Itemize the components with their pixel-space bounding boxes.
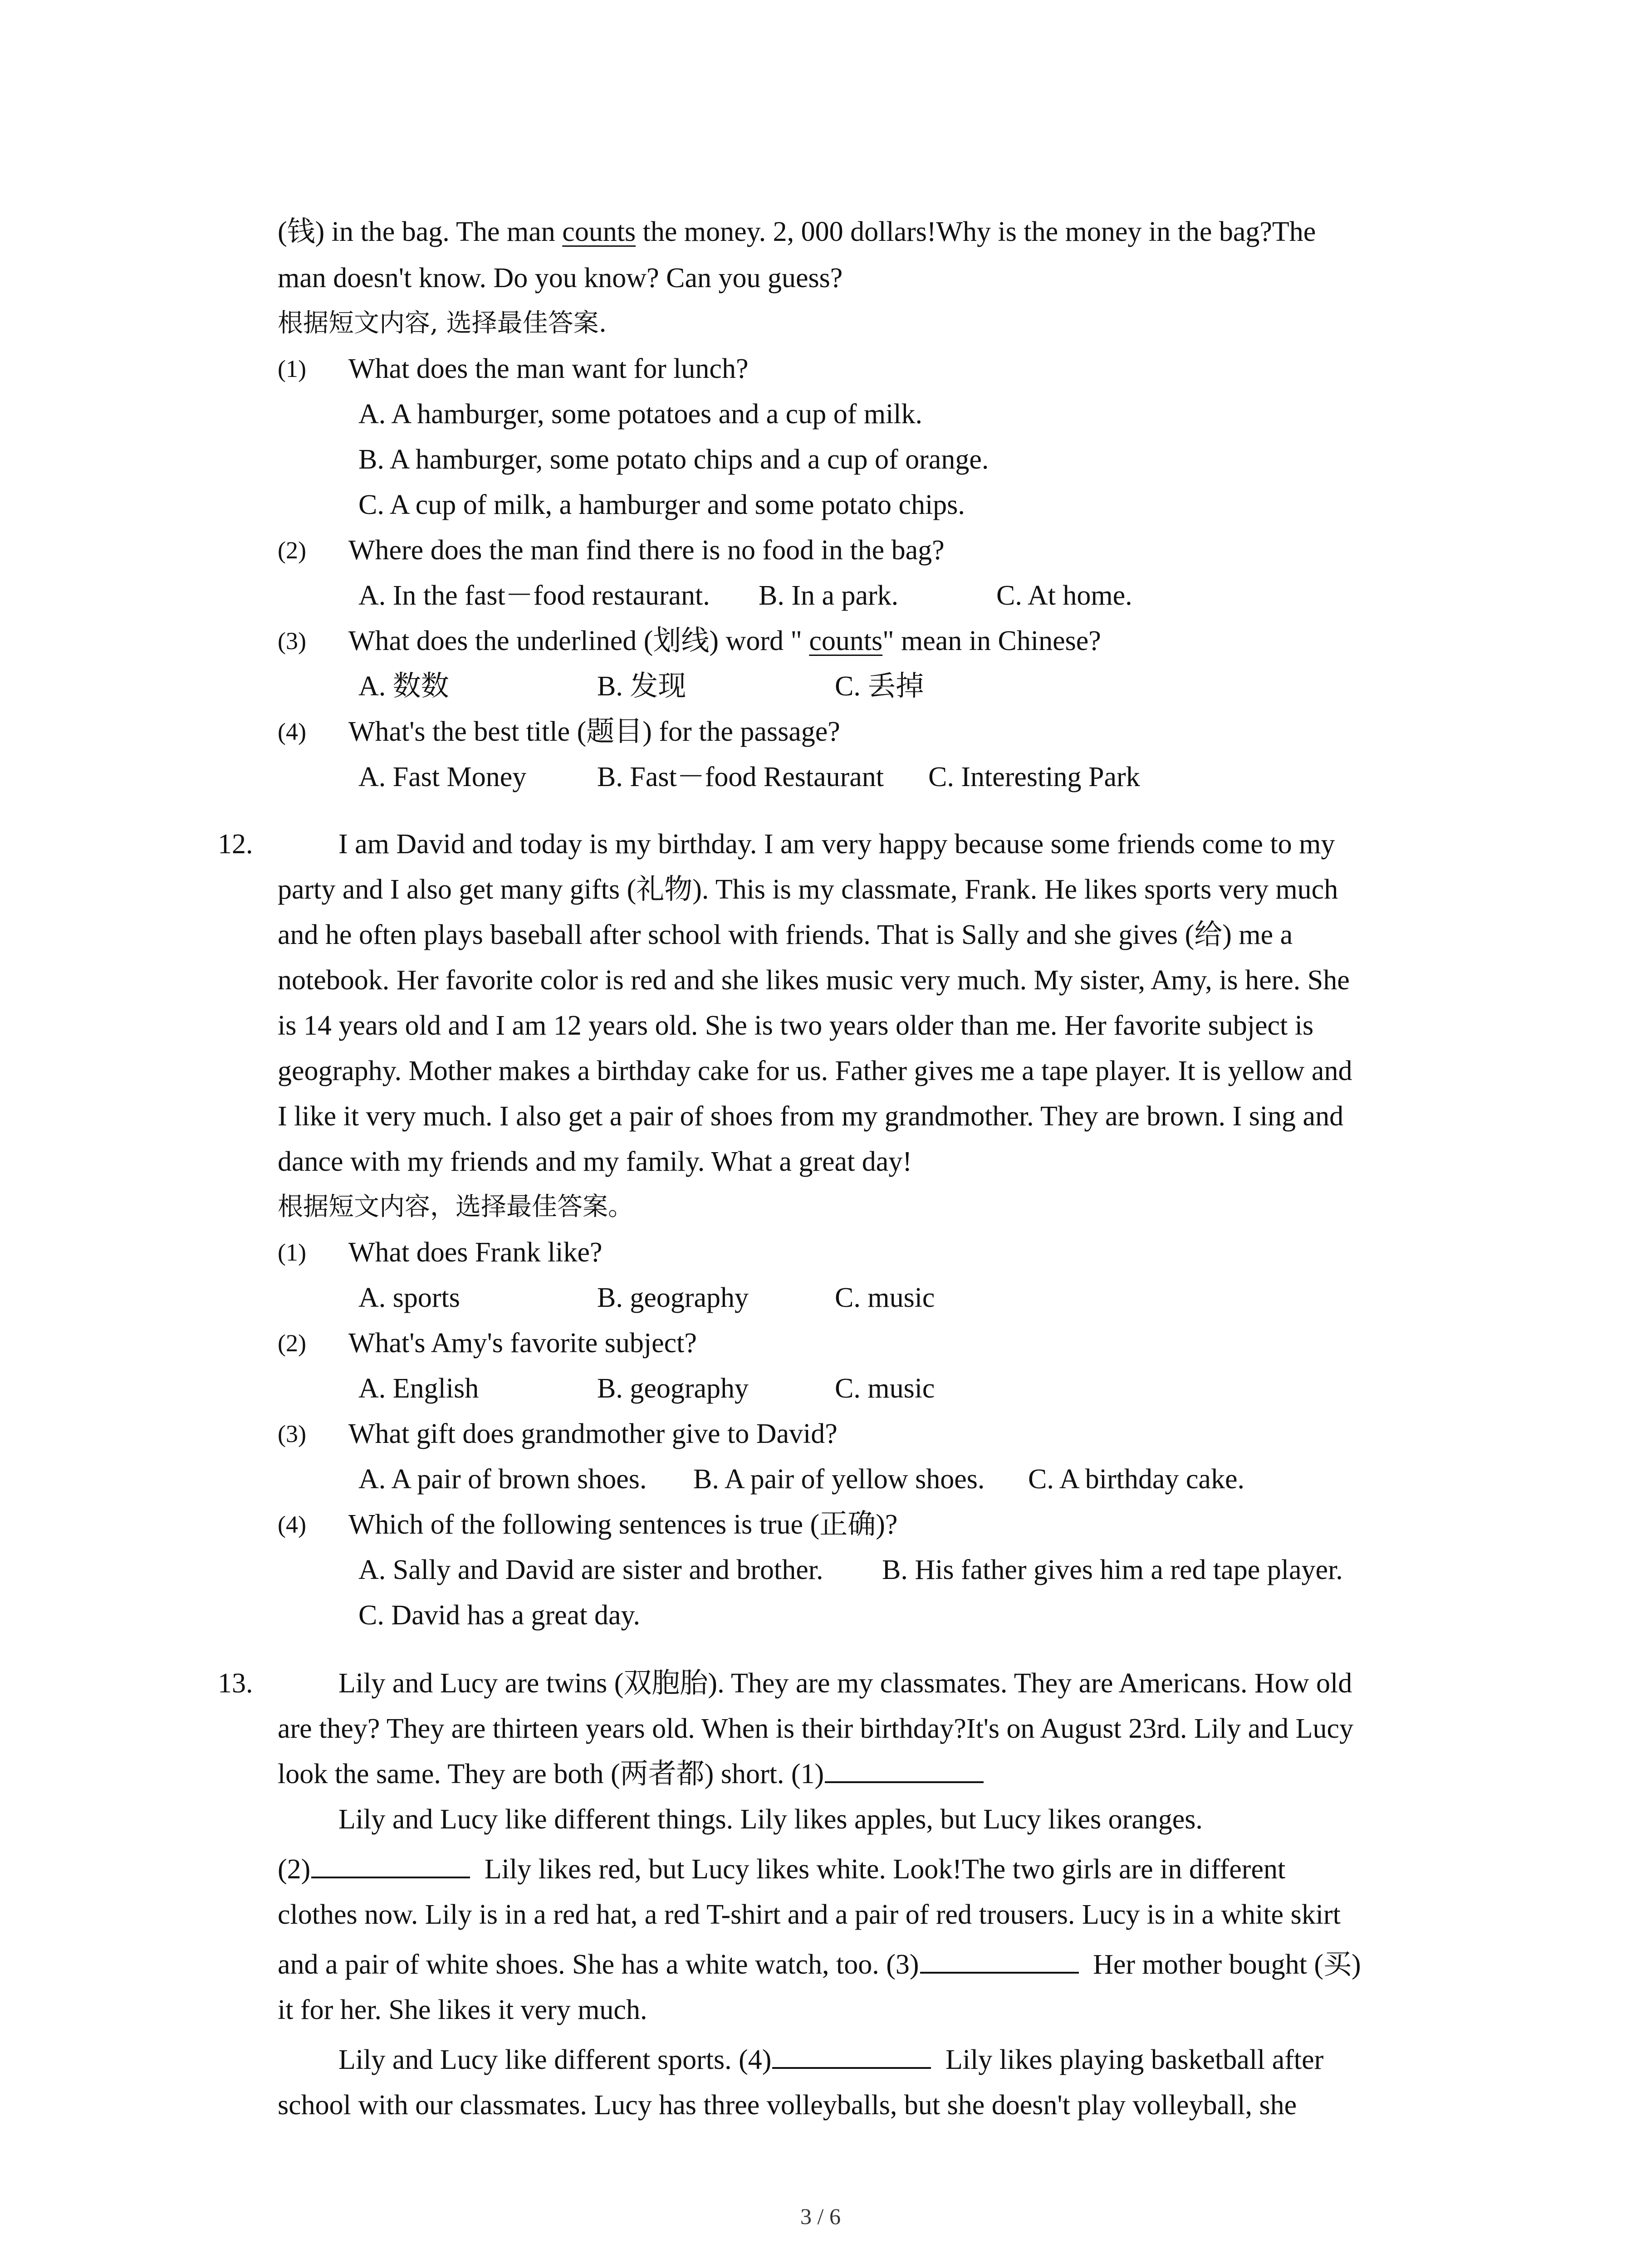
- option: B. In a park.: [759, 580, 899, 611]
- passage-line: school with our classmates. Lucy has three volleyballs, but she doesn't play volleyball, she: [278, 2090, 1297, 2121]
- question-text: Which of the following sentences is true (正确)?: [348, 1509, 898, 1540]
- passage-line: are they? They are thirteen years old. When is their birthday?It's on August 23rd. Lily and Lucy: [278, 1713, 1354, 1744]
- passage-line: (2) Lily likes red, but Lucy likes white. Look!The two girls are in different: [278, 1846, 1285, 1892]
- question-text: What does the underlined (划线) word " counts" mean in Chinese?: [348, 626, 1101, 656]
- passage-line: party and I also get many gifts (礼物). This is my classmate, Frank. He likes sports very much: [278, 874, 1338, 905]
- passage-line: Lily and Lucy like different sports. (4) Lily likes playing basketball after: [338, 2037, 1323, 2083]
- instruction: 根据短文内容，选择最佳答案。: [278, 1192, 633, 1222]
- option: A. Sally and David are sister and brother.: [358, 1554, 823, 1585]
- passage-line: and he often plays baseball after school with friends. That is Sally and she gives (给) me a: [278, 919, 1293, 950]
- option: A. 数数: [358, 671, 449, 702]
- option: B. geography: [597, 1373, 749, 1404]
- passage-line: it for her. She likes it very much.: [278, 1994, 647, 2025]
- passage-line: Lily and Lucy like different things. Lily likes apples, but Lucy likes oranges.: [338, 1804, 1203, 1835]
- question-number: (4): [278, 1511, 306, 1538]
- passage-line: (钱) in the bag. The man counts the money. 2, 000 dollars!Why is the money in the bag?The: [278, 216, 1316, 247]
- passage-line: Lily and Lucy are twins (双胞胎). They are my classmates. They are Americans. How old: [338, 1668, 1352, 1699]
- question-number: 12.: [218, 829, 253, 860]
- underlined-word: counts: [809, 626, 883, 656]
- option: A. A hamburger, some potatoes and a cup of milk.: [358, 399, 923, 430]
- option: A. Fast Money: [358, 762, 527, 792]
- option: C. A cup of milk, a hamburger and some potato chips.: [358, 489, 965, 520]
- question-number: (2): [278, 537, 306, 564]
- passage-line: is 14 years old and I am 12 years old. She is two years older than me. Her favorite subject is: [278, 1010, 1314, 1041]
- option: C. music: [835, 1282, 935, 1313]
- option: C. David has a great day.: [358, 1600, 640, 1631]
- answer-blank-4[interactable]: [772, 2040, 931, 2069]
- page-number: 3 / 6: [800, 2204, 841, 2229]
- option: B. Fast－food Restaurant: [597, 762, 884, 792]
- question-number: (1): [278, 1239, 306, 1266]
- question-text: What's Amy's favorite subject?: [348, 1328, 697, 1359]
- option: C. music: [835, 1373, 935, 1404]
- question-number: (3): [278, 627, 306, 655]
- option: C. 丢掉: [835, 671, 924, 702]
- option: C. At home.: [996, 580, 1132, 611]
- passage-line: dance with my friends and my family. What a great day!: [278, 1146, 912, 1177]
- question-text: What does Frank like?: [348, 1237, 603, 1268]
- instruction: 根据短文内容, 选择最佳答案.: [278, 308, 607, 338]
- passage-line: man doesn't know. Do you know? Can you guess?: [278, 263, 843, 293]
- question-text: What gift does grandmother give to David?: [348, 1418, 838, 1449]
- underlined-word: counts: [562, 216, 636, 247]
- question-number: (2): [278, 1330, 306, 1357]
- answer-blank-1[interactable]: [825, 1754, 984, 1783]
- question-number: (4): [278, 718, 306, 745]
- answer-blank-2[interactable]: [311, 1849, 470, 1878]
- passage-line: clothes now. Lily is in a red hat, a red T-shirt and a pair of red trousers. Lucy is in a white skirt: [278, 1899, 1341, 1930]
- question-number: 13.: [218, 1668, 253, 1699]
- passage-line: notebook. Her favorite color is red and she likes music very much. My sister, Amy, is here. She: [278, 965, 1350, 996]
- option: B. geography: [597, 1282, 749, 1313]
- option: B. A pair of yellow shoes.: [693, 1464, 985, 1495]
- option: A. In the fast－food restaurant.: [358, 580, 710, 611]
- question-number: (3): [278, 1420, 306, 1447]
- option: A. A pair of brown shoes.: [358, 1464, 647, 1495]
- option: C. Interesting Park: [928, 762, 1140, 792]
- passage-line: I like it very much. I also get a pair of shoes from my grandmother. They are brown. I sing and: [278, 1101, 1344, 1132]
- answer-blank-3[interactable]: [920, 1945, 1079, 1974]
- option: B. His father gives him a red tape player.: [882, 1554, 1343, 1585]
- question-text: Where does the man find there is no food in the bag?: [348, 535, 945, 566]
- passage-line: I am David and today is my birthday. I am very happy because some friends come to my: [338, 829, 1335, 860]
- passage-line: geography. Mother makes a birthday cake for us. Father gives me a tape player. It is yellow and: [278, 1056, 1352, 1086]
- option: C. A birthday cake.: [1028, 1464, 1244, 1495]
- question-text: What does the man want for lunch?: [348, 353, 749, 384]
- question-number: (1): [278, 355, 306, 382]
- option: B. 发现: [597, 671, 686, 702]
- option: A. English: [358, 1373, 479, 1404]
- option: A. sports: [358, 1282, 460, 1313]
- passage-line: look the same. They are both (两者都) short. (1): [278, 1751, 991, 1797]
- option: B. A hamburger, some potato chips and a cup of orange.: [358, 444, 989, 475]
- question-text: What's the best title (题目) for the passage?: [348, 716, 840, 747]
- passage-line: and a pair of white shoes. She has a white watch, too. (3) Her mother bought (买): [278, 1941, 1361, 1988]
